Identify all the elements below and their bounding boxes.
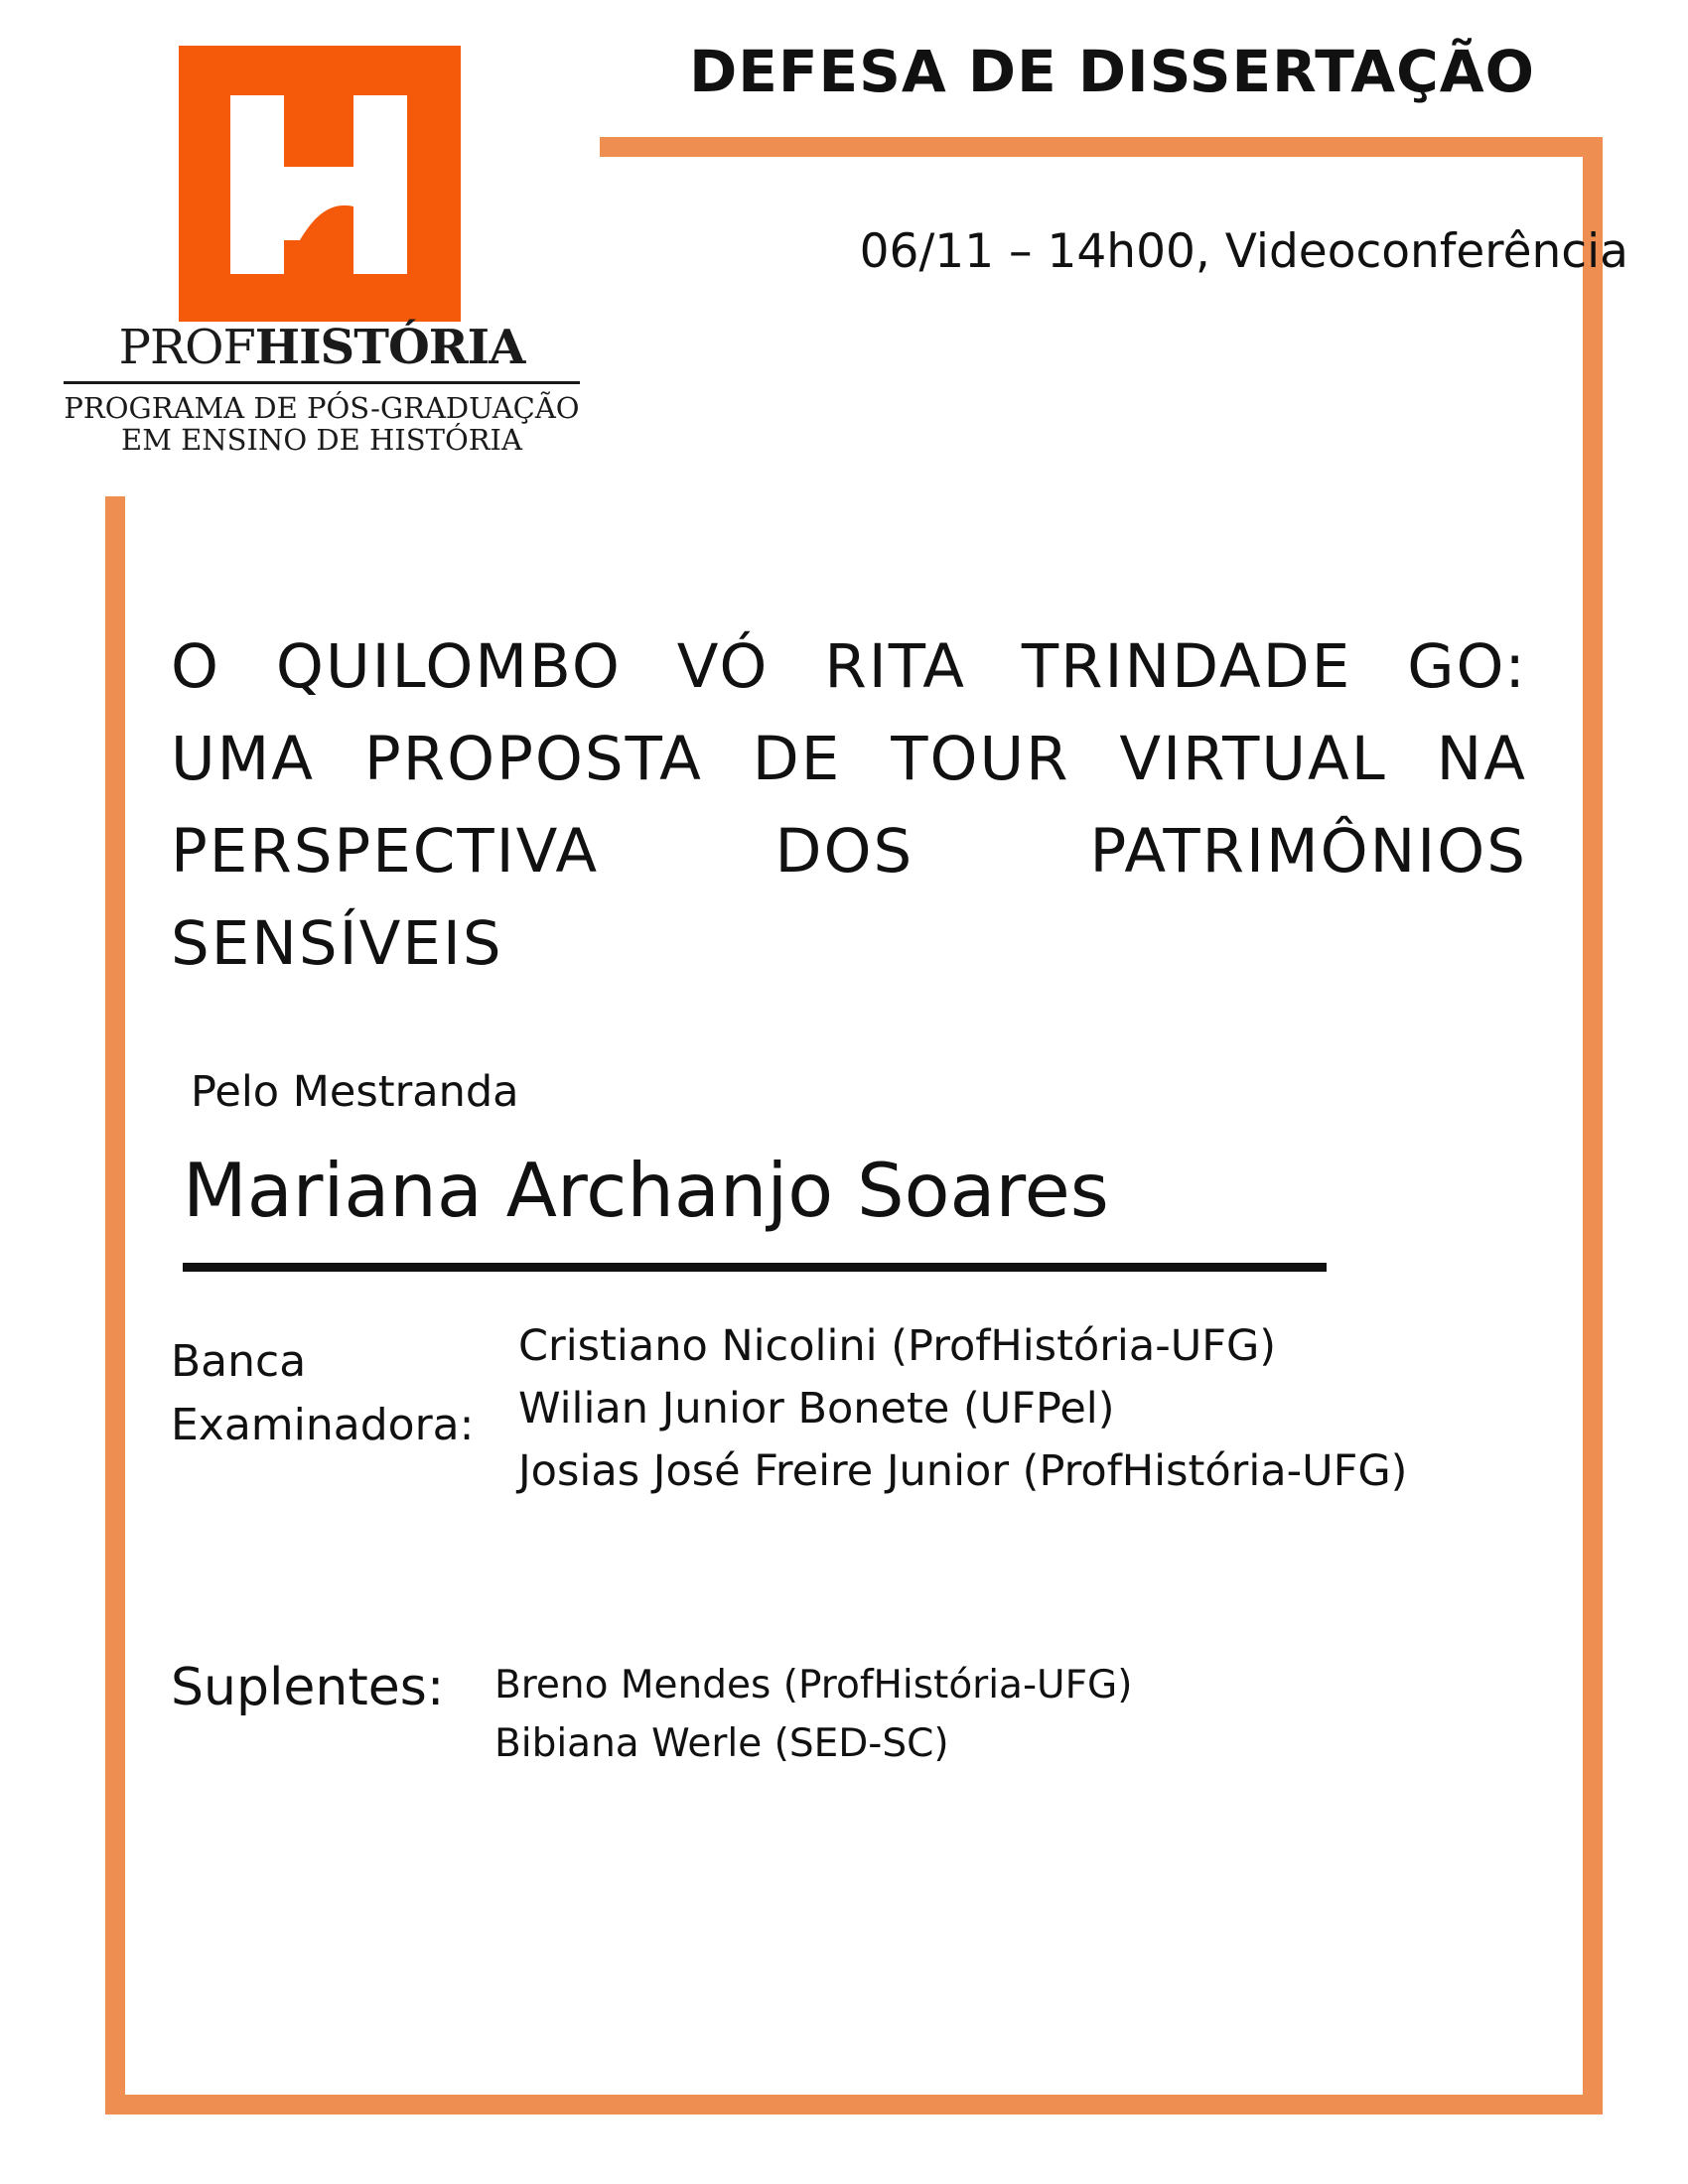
h-letter-logo-icon	[179, 46, 461, 322]
logo-subtitle-line1: PROGRAMA DE PÓS-GRADUAÇÃO	[64, 391, 580, 425]
frame-bottom-line	[105, 2095, 1603, 2115]
committee-members	[518, 1315, 1407, 1503]
logo-name-historia: HISTÓRIA	[254, 320, 525, 375]
committee-member: Cristiano Nicolini (ProfHistória-UFG)	[518, 1321, 1277, 1371]
logo-name-prof: PROF	[118, 320, 255, 375]
dissertation-title	[171, 620, 1527, 990]
dissertation-title-line: UMA PROPOSTA DE TOUR VIRTUAL NA	[171, 724, 1527, 794]
logo-divider	[64, 381, 580, 384]
alternates-members	[494, 1656, 1132, 1773]
committee-label	[171, 1330, 508, 1457]
dissertation-title-line: PERSPECTIVA DOS PATRIMÔNIOS	[171, 816, 1527, 887]
profhistoria-logo	[64, 42, 580, 459]
dissertation-title-line: SENSÍVEIS	[171, 908, 503, 979]
logo-subtitle-line2: EM ENSINO DE HISTÓRIA	[121, 423, 522, 457]
frame-top-line	[600, 137, 1603, 157]
frame-right-line	[1583, 137, 1603, 2115]
alternate-member: Bibiana Werle (SED-SC)	[494, 1721, 949, 1766]
alternates-label: Suplentes:	[171, 1658, 445, 1717]
committee-label-line2: Examinadora:	[171, 1400, 475, 1450]
candidate-label: Pelo Mestranda	[191, 1067, 519, 1117]
committee-label-line1: Banca	[171, 1336, 307, 1387]
page-title: DEFESA DE DISSERTAÇÃO	[689, 38, 1535, 105]
logo-program-name	[64, 320, 580, 375]
alternate-member: Breno Mendes (ProfHistória-UFG)	[494, 1663, 1133, 1707]
candidate-name: Mariana Archanjo Soares	[183, 1147, 1109, 1234]
event-date-time: 06/11 – 14h00, Videoconferência	[859, 224, 1628, 279]
frame-left-line	[105, 496, 125, 2115]
dissertation-title-line: O QUILOMBO VÓ RITA TRINDADE GO:	[171, 631, 1527, 702]
committee-member: Wilian Junior Bonete (UFPel)	[518, 1384, 1115, 1433]
committee-member: Josias José Freire Junior (ProfHistória-UFG)	[518, 1446, 1408, 1496]
name-underline	[183, 1263, 1327, 1272]
